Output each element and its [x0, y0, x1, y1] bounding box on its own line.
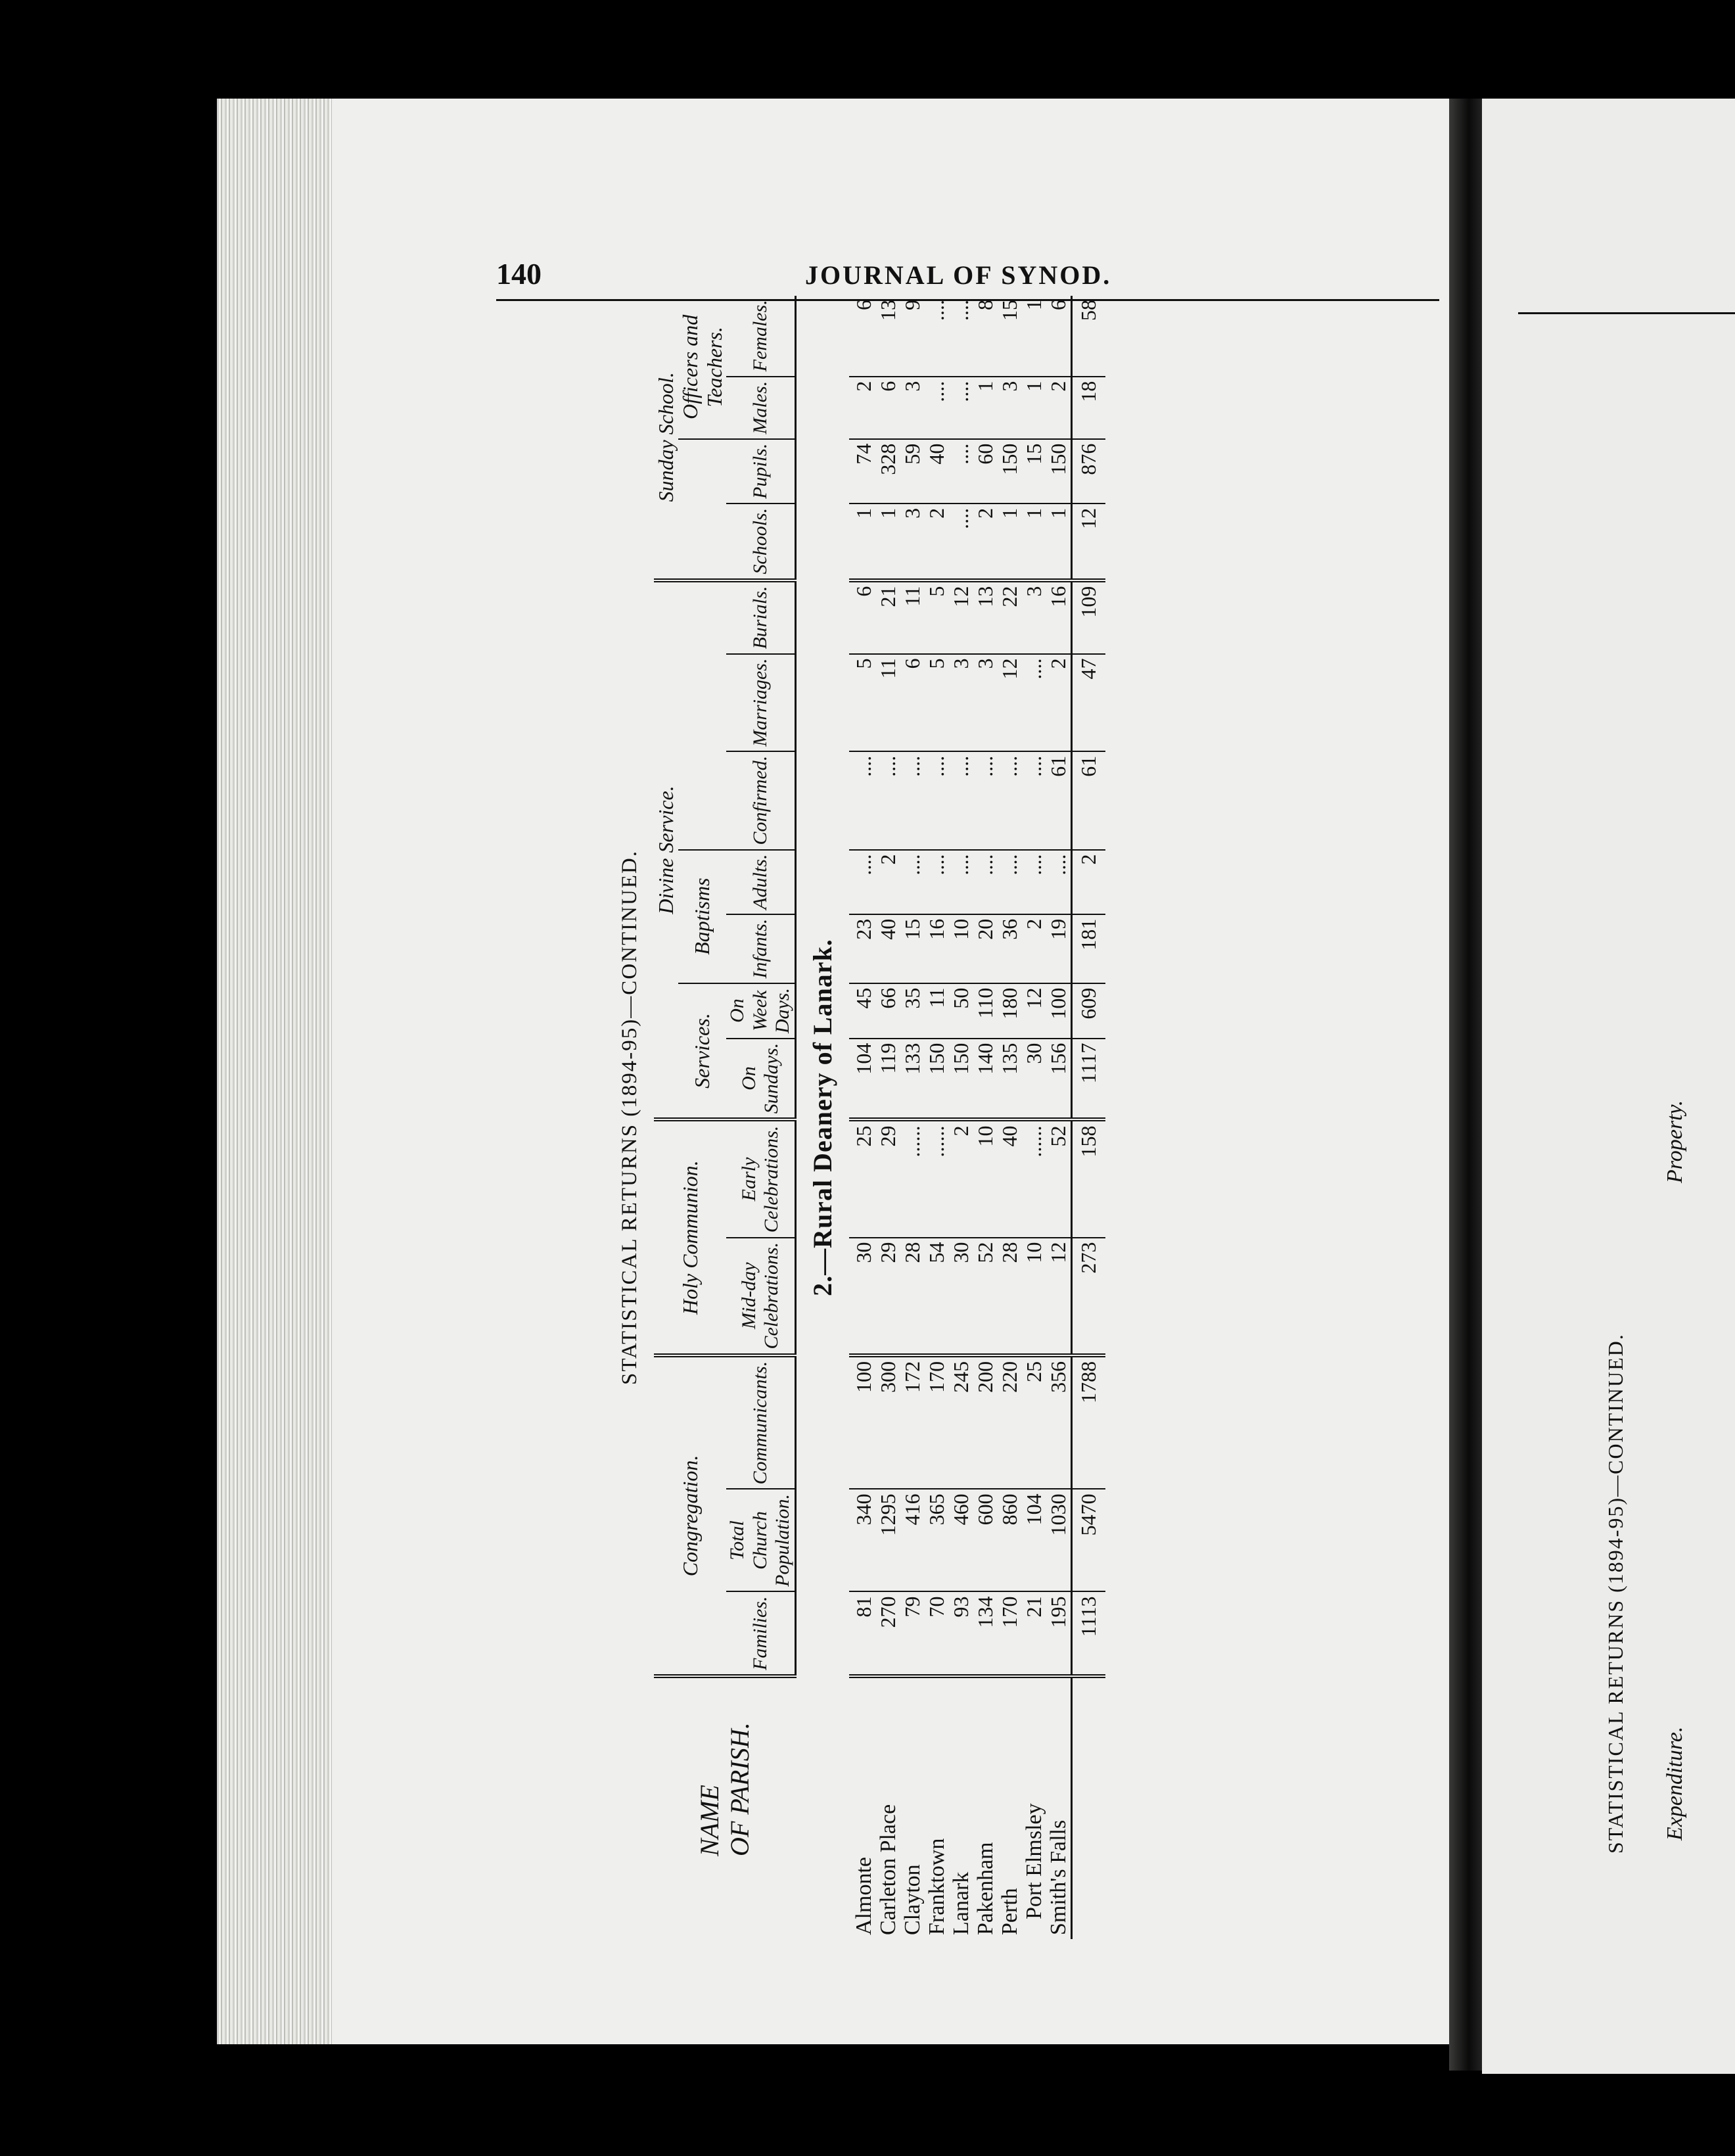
table-row: Carleton Place 270 1295 300 29 29 119 66 40 2 .... 11 21 1 328 6 13	[876, 296, 900, 1939]
table-row: Pakenham 134 600 200 52 10 140 110 20 .... .... 3 13 2 60 1 8	[973, 296, 998, 1939]
divine-service-header: Divine Service.	[654, 580, 678, 1120]
females-col: Females.	[726, 296, 795, 377]
congregation-header: Congregation.	[654, 1355, 726, 1676]
weekdays-col: On Week Days.	[726, 983, 795, 1039]
infants-col: Infants.	[726, 914, 795, 983]
pupils-col: Pupils.	[726, 439, 795, 504]
families-col: Families.	[726, 1592, 795, 1677]
deanery-heading: 2.—Rural Deanery of Lanark.	[808, 939, 838, 1296]
baptisms-header: Baptisms	[678, 850, 727, 983]
population-col: Total Church Population.	[726, 1489, 795, 1591]
confirmed-col: Confirmed.	[726, 751, 795, 850]
marriages-col: Marriages.	[726, 654, 795, 751]
right-header-rule	[1518, 312, 1735, 314]
table-row: Clayton 79 416 172 28 ...... 133 35 15 .... .... 6 11 3 59 3 9	[900, 296, 925, 1939]
table-row: Port Elmsley 21 104 25 10 ...... 30 12 2 .... .... .... 3 1 15 1 1	[1022, 296, 1046, 1939]
page-number: 140	[496, 257, 542, 291]
rotated-table-block	[618, 296, 1318, 1939]
midday-col: Mid-day Celebrations.	[726, 1238, 795, 1355]
table-row: Perth 170 860 220 28 40 135 180 36 .... .... 12 22 1 150 3 15	[998, 296, 1022, 1939]
running-head: JOURNAL OF SYNOD.	[805, 260, 1112, 290]
males-col: Males.	[726, 377, 795, 439]
table-row: Smith's Falls 195 1030 356 12 52 156 100 19 .... 61 2 16 1 150 2 6	[1046, 296, 1072, 1939]
sundays-col: On Sundays.	[726, 1039, 795, 1120]
page-edge	[217, 99, 332, 2044]
sunday-school-header: Sunday School.	[654, 296, 678, 580]
officers-teachers-header: Officers and Teachers.	[678, 296, 727, 439]
adults-col: Adults.	[726, 850, 795, 914]
table-title: STATISTICAL RETURNS (1894-95)—CONTINUED.	[618, 850, 641, 1386]
expenditure-header: Expenditure.	[1663, 1726, 1687, 1840]
table-row: Lanark 93 460 245 30 2 150 50 10 .... .... 3 12 .... .... .... ....	[949, 296, 973, 1939]
property-header: Property.	[1663, 1100, 1687, 1183]
burials-col: Burials.	[726, 580, 795, 654]
name-of-parish-header: NAME OF PARISH.	[694, 1722, 754, 1856]
table-row: Franktown 70 365 170 54 ...... 150 11 16 .... .... 5 5 2 40 .... ....	[925, 296, 949, 1939]
statistical-table	[654, 296, 1105, 1939]
holy-communion-header: Holy Communion.	[654, 1119, 726, 1355]
right-page-rotated-block	[1604, 907, 1735, 1893]
services-header: Services.	[678, 983, 727, 1120]
right-page-title: STATISTICAL RETURNS (1894-95)—CONTINUED.	[1604, 1333, 1627, 1854]
totals-row: 1113 5470 1788 273 158 1117 609 181 2 61 47 109 12 876 18 58	[1071, 296, 1105, 1939]
schools-col: Schools.	[726, 504, 795, 580]
early-col: Early Celebrations.	[726, 1119, 795, 1237]
communicants-col: Communicants.	[726, 1355, 795, 1489]
book-gutter	[1449, 99, 1482, 2071]
table-row: Almonte 81 340 100 30 25 104 45 23 .... .... 5 6 1 74 2 6	[849, 296, 876, 1939]
